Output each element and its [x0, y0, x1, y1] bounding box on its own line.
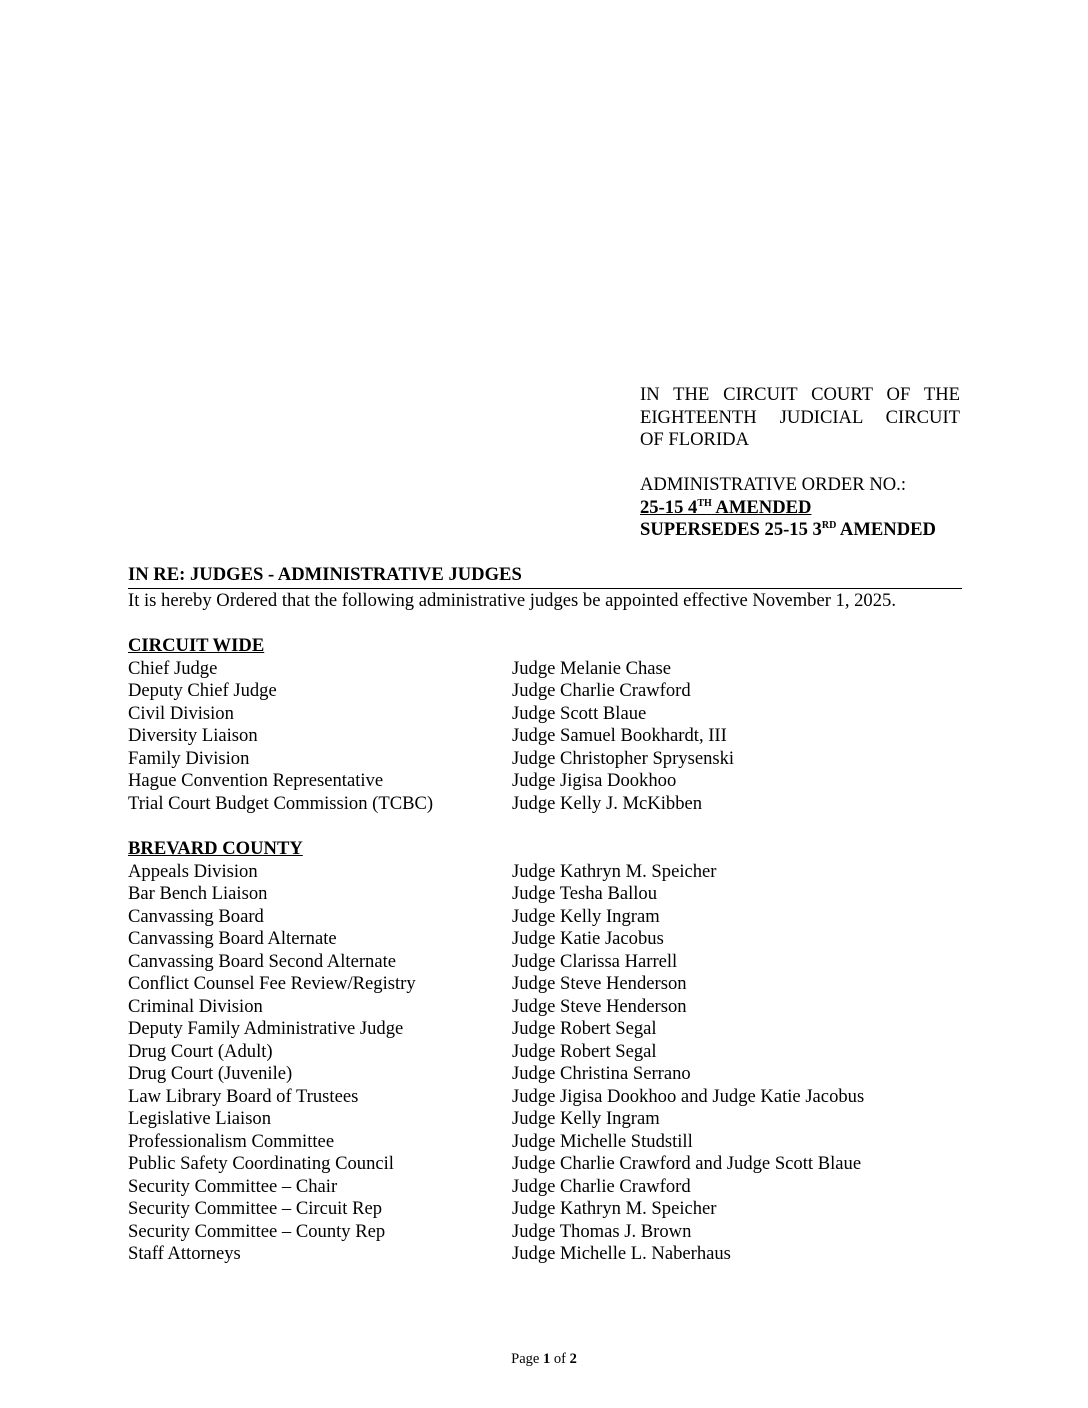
supersedes-sup: RD — [821, 520, 837, 531]
assignment-row — [128, 951, 962, 974]
court-line-3: OF FLORIDA — [640, 429, 749, 450]
assignment-row — [128, 1153, 962, 1176]
court-line-1: IN THE CIRCUIT COURT OF THE — [640, 384, 960, 405]
assignment-role: Professionalism Committee — [128, 1130, 335, 1152]
assignment-row — [128, 1221, 962, 1244]
assigned-judge: Judge Jigisa Dookhoo and Judge Katie Jacobus — [512, 1085, 865, 1107]
assignment-role: Hague Convention Representative — [128, 770, 384, 791]
page-footer — [0, 1348, 1088, 1371]
assignment-role: Canvassing Board Second Alternate — [128, 950, 397, 972]
assignment-role: Drug Court (Adult) — [128, 1040, 273, 1062]
order-statement: It is hereby Ordered that the following administrative judges be appointed effective November 1, 2025. — [128, 590, 896, 611]
section-brevard-county — [128, 838, 962, 1266]
assigned-judge: Judge Clarissa Harrell — [512, 950, 678, 972]
assigned-judge: Judge Charlie Crawford and Judge Scott Blaue — [512, 1153, 862, 1174]
assignment-role: Security Committee – Circuit Rep — [128, 1198, 383, 1219]
assigned-judge: Judge Robert Segal — [512, 1018, 657, 1039]
section-circuit-wide — [128, 635, 962, 815]
assignment-row — [128, 1243, 962, 1266]
assignment-role: Canvassing Board — [128, 905, 264, 927]
assignment-role: Public Safety Coordinating Council — [128, 1153, 394, 1174]
assignment-role: Canvassing Board Alternate — [128, 928, 337, 949]
assigned-judge: Judge Thomas J. Brown — [512, 1220, 692, 1242]
assigned-judge: Judge Christopher Sprysenski — [512, 747, 735, 769]
assigned-judge: Judge Jigisa Dookhoo — [512, 770, 677, 791]
assignment-role: Deputy Chief Judge — [128, 680, 277, 701]
assignment-role: Bar Bench Liaison — [128, 883, 268, 904]
assignment-row — [128, 973, 962, 996]
assigned-judge: Judge Kelly Ingram — [512, 1108, 660, 1129]
assignment-row — [128, 1198, 962, 1221]
total-pages: 2 — [569, 1351, 577, 1367]
order-label: ADMINISTRATIVE ORDER NO.: — [640, 474, 906, 495]
assigned-judge: Judge Michelle L. Naberhaus — [512, 1243, 731, 1264]
court-line-2: EIGHTEENTH JUDICIAL CIRCUIT — [640, 406, 960, 428]
assignment-role: Trial Court Budget Commission (TCBC) — [128, 792, 434, 814]
assignment-row — [128, 725, 962, 748]
assignment-row — [128, 770, 962, 793]
supersedes-line — [640, 519, 960, 542]
assigned-judge: Judge Melanie Chase — [512, 657, 672, 679]
assigned-judge: Judge Christina Serrano — [512, 1063, 691, 1084]
assigned-judge: Judge Kathryn M. Speicher — [512, 1198, 717, 1219]
assignment-role: Family Division — [128, 747, 250, 769]
case-caption — [640, 384, 960, 542]
section-title: CIRCUIT WIDE — [128, 635, 265, 656]
assignment-row — [128, 658, 962, 681]
assignment-row — [128, 1108, 962, 1131]
assignment-row — [128, 793, 962, 816]
page-word: Page — [511, 1351, 540, 1367]
assigned-judge: Judge Kathryn M. Speicher — [512, 860, 717, 882]
assignment-row — [128, 928, 962, 951]
assignment-row — [128, 1018, 962, 1041]
assignment-role: Appeals Division — [128, 860, 258, 882]
assignment-row — [128, 906, 962, 929]
assigned-judge: Judge Michelle Studstill — [512, 1130, 693, 1152]
assignment-row — [128, 996, 962, 1019]
assigned-judge: Judge Tesha Ballou — [512, 883, 658, 904]
assignment-role: Security Committee – County Rep — [128, 1220, 386, 1242]
order-number-sup: TH — [697, 497, 712, 509]
current-page: 1 — [542, 1351, 551, 1367]
assigned-judge: Judge Charlie Crawford — [512, 1175, 691, 1197]
assignment-role: Staff Attorneys — [128, 1243, 241, 1264]
assignment-row — [128, 1063, 962, 1086]
assignment-row — [128, 1041, 962, 1064]
section-title: BREVARD COUNTY — [128, 838, 303, 859]
order-number — [640, 497, 960, 520]
order-number-suffix: AMENDED — [711, 496, 812, 518]
assignment-role: Security Committee – Chair — [128, 1175, 338, 1197]
order-number-prefix: 25-15 4 — [640, 496, 698, 518]
assignment-row — [128, 1086, 962, 1109]
assignment-row — [128, 748, 962, 771]
assignment-role: Civil Division — [128, 702, 234, 724]
supersedes-prefix: SUPERSEDES 25-15 3 — [640, 519, 822, 540]
in-re-heading: IN RE: JUDGES - ADMINISTRATIVE JUDGES — [128, 564, 962, 589]
assignment-role: Chief Judge — [128, 657, 218, 679]
assignment-row — [128, 680, 962, 703]
assigned-judge: Judge Kelly Ingram — [512, 905, 660, 927]
of-word: of — [553, 1351, 566, 1367]
supersedes-suffix: AMENDED — [836, 519, 936, 540]
assigned-judge: Judge Steve Henderson — [512, 995, 687, 1017]
assignment-role: Law Library Board of Trustees — [128, 1085, 359, 1107]
assigned-judge: Judge Steve Henderson — [512, 973, 687, 994]
assigned-judge: Judge Scott Blaue — [512, 702, 647, 724]
assigned-judge: Judge Charlie Crawford — [512, 680, 691, 701]
assigned-judge: Judge Samuel Bookhardt, III — [512, 725, 727, 746]
assignment-row — [128, 883, 962, 906]
assignment-row — [128, 1176, 962, 1199]
assignment-row — [128, 1131, 962, 1154]
assignment-row — [128, 861, 962, 884]
assigned-judge: Judge Katie Jacobus — [512, 928, 664, 949]
assignment-role: Drug Court (Juvenile) — [128, 1063, 293, 1084]
assigned-judge: Judge Kelly J. McKibben — [512, 792, 703, 814]
assignment-role: Deputy Family Administrative Judge — [128, 1018, 404, 1039]
assignment-role: Conflict Counsel Fee Review/Registry — [128, 973, 416, 994]
assignment-role: Legislative Liaison — [128, 1108, 272, 1129]
assigned-judge: Judge Robert Segal — [512, 1040, 657, 1062]
assignment-role: Diversity Liaison — [128, 725, 258, 746]
assignment-role: Criminal Division — [128, 995, 263, 1017]
assignment-row — [128, 703, 962, 726]
